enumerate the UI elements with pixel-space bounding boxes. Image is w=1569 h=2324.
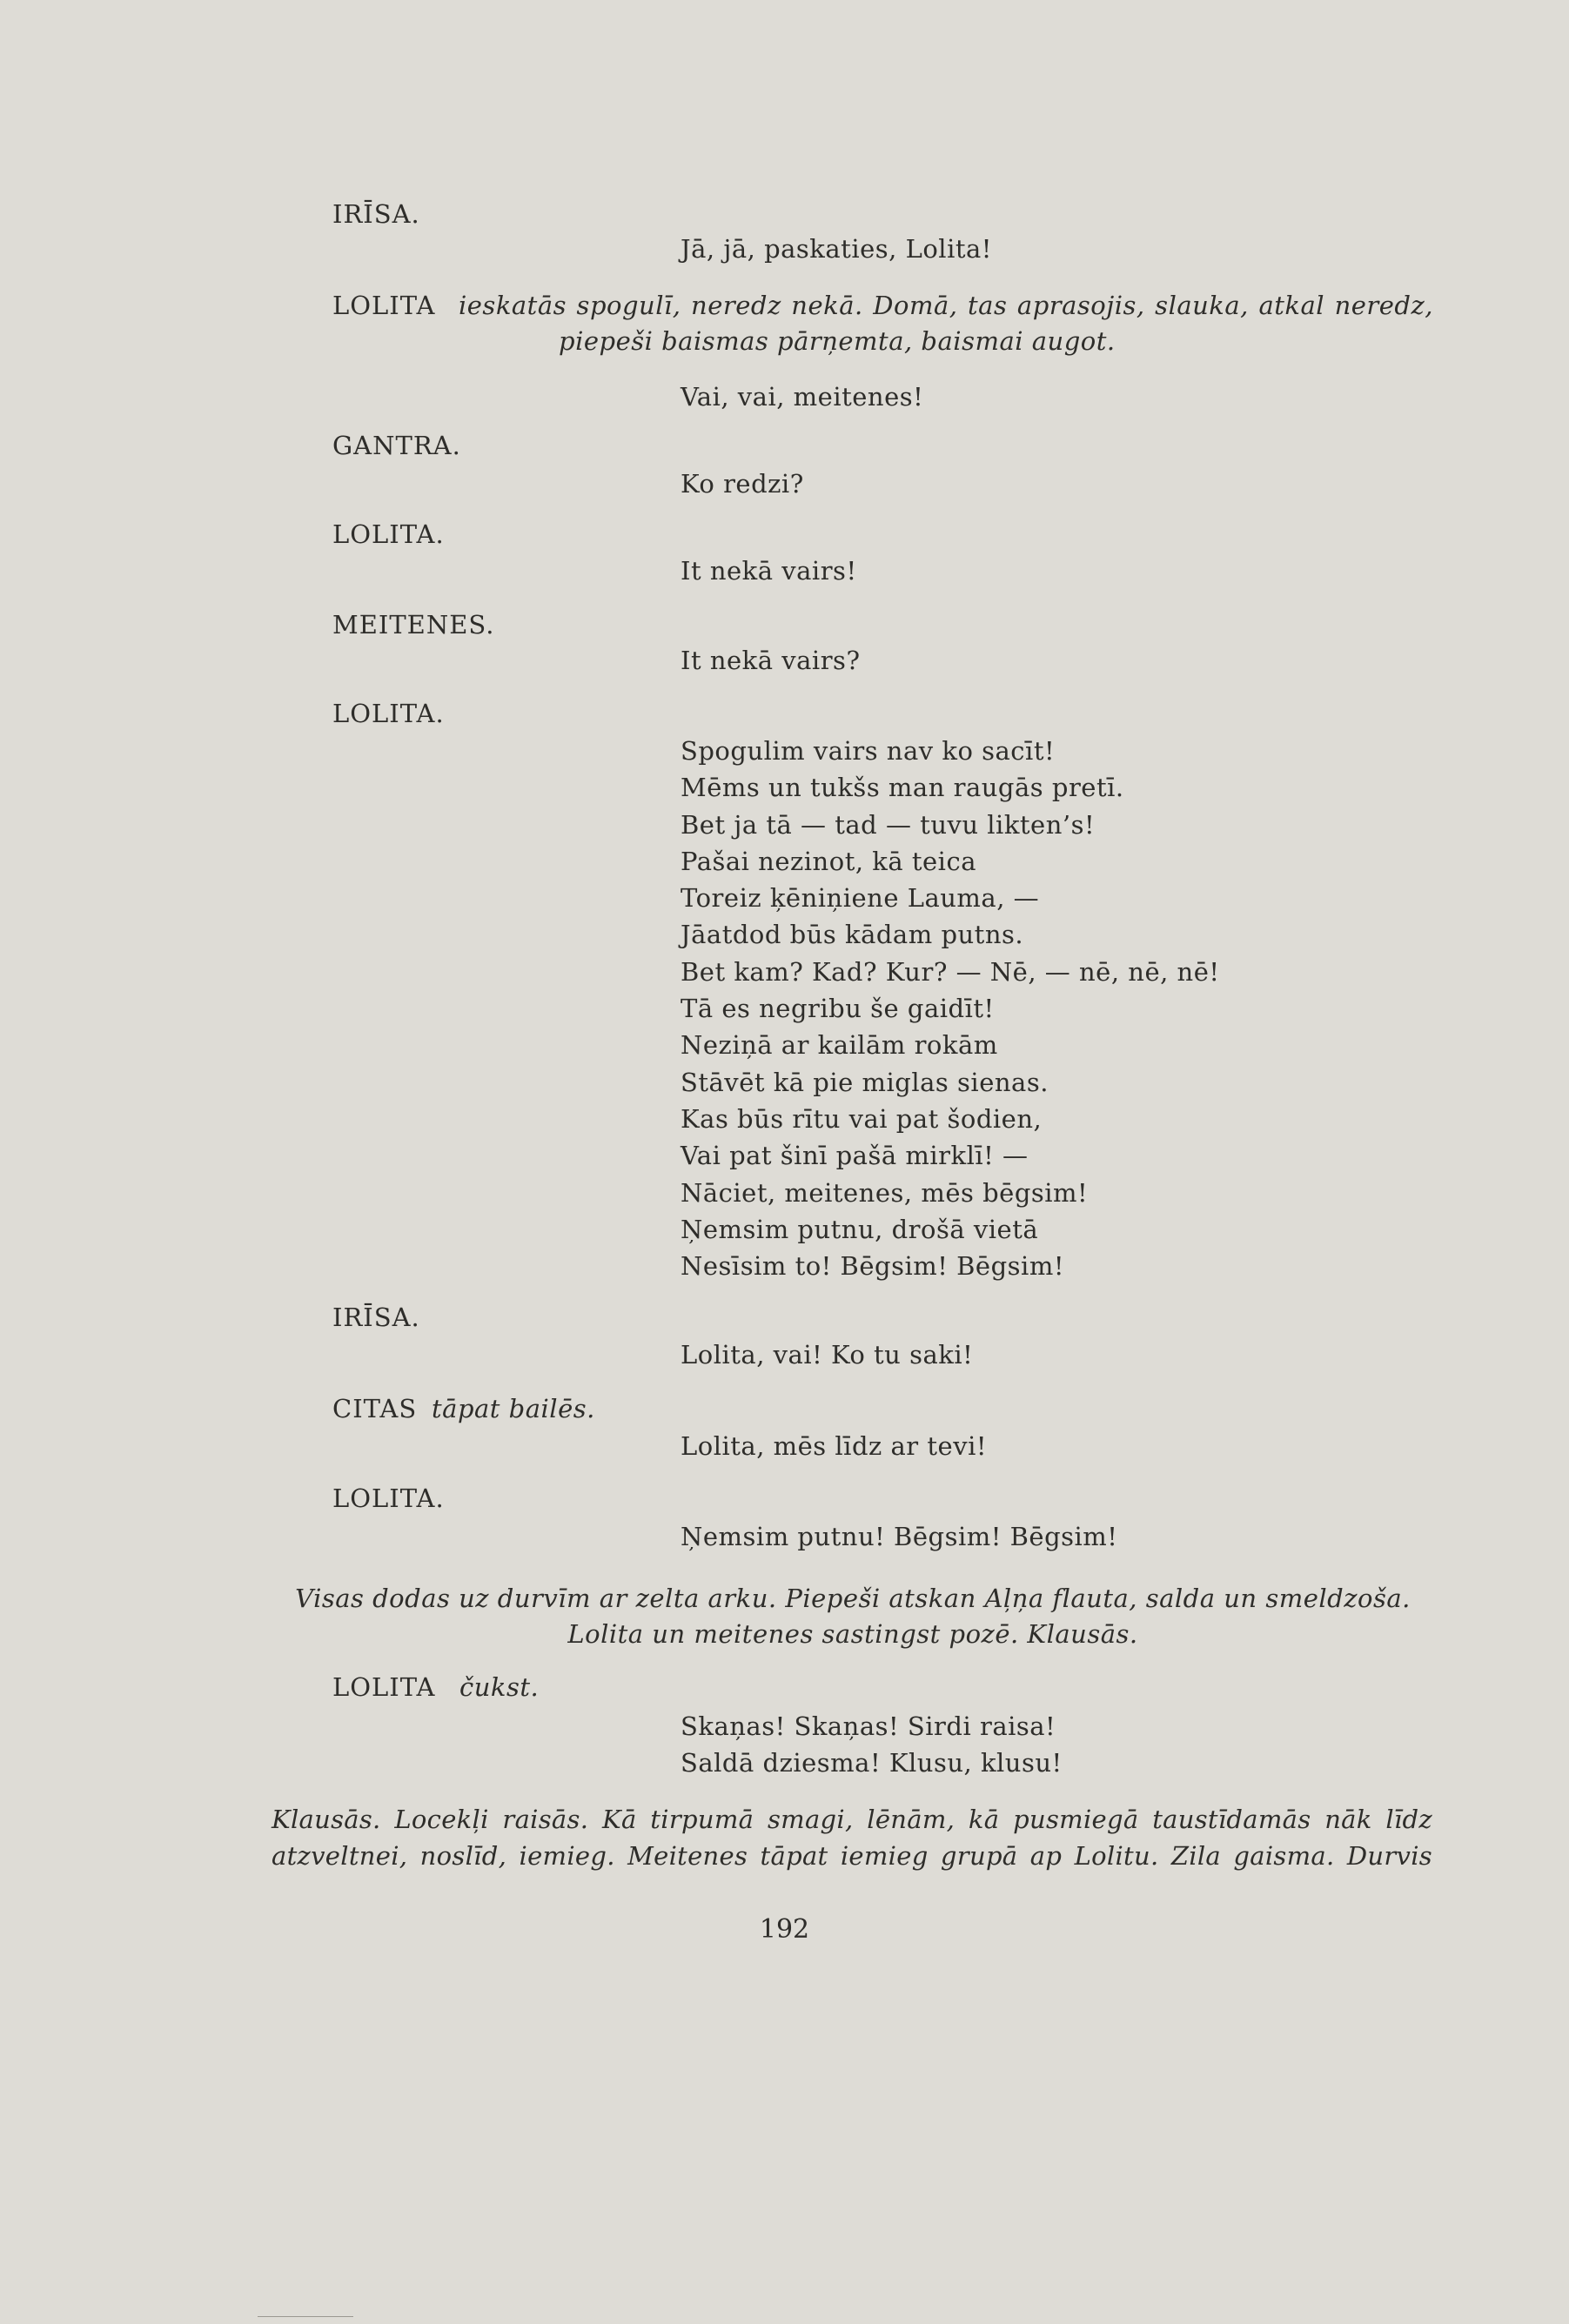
- dialogue-line: Ņemsim putnu! Bēgsim! Bēgsim!: [681, 1522, 1118, 1551]
- stage-direction-line: ieskatās spogulī, neredz nekā. Domā, tas aprasojis, slauka, atkal neredz,: [459, 291, 1433, 320]
- dialogue-line: Skaņas! Skaņas! Sirdi raisa!: [681, 1711, 1056, 1741]
- stage-direction-line: Visas dodas uz durvīm ar zelta arku. Piepeši atskan Aļņa flauta, salda un smeldzoša.: [295, 1584, 1411, 1613]
- verse-line: Jāatdod būs kādam putns.: [681, 920, 1024, 950]
- speaker-lolita: LOLITA: [332, 1672, 436, 1702]
- stage-direction-line: piepeši baismas pārņemta, baismai augot.: [559, 326, 1116, 356]
- speaker-note: čukst.: [459, 1672, 540, 1702]
- dialogue-line: It nekā vairs?: [681, 646, 861, 675]
- verse-line: Kas būs rītu vai pat šodien,: [681, 1103, 1043, 1134]
- speaker-lolita: LOLITA.: [332, 699, 445, 728]
- speaker-meitenes: MEITENES.: [332, 610, 495, 640]
- dialogue-line: It nekā vairs!: [681, 556, 857, 586]
- verse-line: Spogulim vairs nav ko sacīt!: [681, 736, 1056, 766]
- stage-direction-line: Lolita un meitenes sastingst pozē. Klausās.: [567, 1619, 1138, 1649]
- verse-line: Vai pat šinī pašā mirklī! —: [681, 1141, 1029, 1171]
- verse-line: Bet ja tā — tad — tuvu likten’s!: [681, 809, 1096, 840]
- verse-line: Nesīsim to! Bēgsim! Bēgsim!: [681, 1251, 1064, 1282]
- speaker-lolita: LOLITA.: [332, 1483, 445, 1513]
- speaker-note: tāpat bailēs.: [432, 1394, 595, 1423]
- speaker-irisa: IRĪSA.: [332, 1303, 420, 1332]
- speaker-lolita: LOLITA.: [332, 519, 445, 549]
- dialogue-line: Saldā dziesma! Klusu, klusu!: [681, 1748, 1063, 1778]
- speaker-citas: CITAS: [332, 1394, 418, 1423]
- verse-line: Toreiz ķēniņiene Lauma, —: [681, 883, 1040, 914]
- dialogue-line: Lolita, mēs līdz ar tevi!: [681, 1431, 988, 1461]
- dialogue-line: Ko redzi?: [681, 469, 804, 499]
- stage-direction-line: atzveltnei, noslīd, iemieg. Meitenes tāpat iemieg grupā ap Lolitu. Zila gaisma. Durvis: [272, 1841, 1432, 1871]
- verse-line: Tā es negribu še gaidīt!: [681, 994, 995, 1024]
- dialogue-line: Lolita, vai! Ko tu saki!: [681, 1340, 974, 1370]
- page-number: 192: [759, 1914, 810, 1945]
- verse-line: Nāciet, meitenes, mēs bēgsim!: [681, 1177, 1089, 1208]
- speaker-lolita-stage: LOLITA: [332, 291, 436, 320]
- speaker-gantra: GANTRA.: [332, 431, 461, 460]
- verse-line: Neziņā ar kailām rokām: [681, 1030, 998, 1061]
- verse-line: Stāvēt kā pie miglas sienas.: [681, 1067, 1049, 1097]
- stage-direction-line: Klausās. Locekļi raisās. Kā tirpumā smagi, lēnām, kā pusmiegā taustīdamās nāk līdz: [272, 1805, 1432, 1834]
- verse-line: Bet kam? Kad? Kur? — Nē, — nē, nē, nē!: [681, 956, 1220, 987]
- dialogue-line: Jā, jā, paskaties, Lolita!: [681, 234, 992, 264]
- verse-line: Ņemsim putnu, drošā vietā: [681, 1214, 1039, 1244]
- verse-line: Mēms un tukšs man raugās pretī.: [681, 773, 1124, 803]
- verse-monologue: [681, 733, 1220, 1284]
- dialogue-line: Vai, vai, meitenes!: [681, 382, 924, 412]
- verse-line: Pašai nezinot, kā teica: [681, 846, 976, 876]
- speaker-irisa: IRĪSA.: [332, 199, 420, 229]
- scan-mark: [258, 2316, 353, 2317]
